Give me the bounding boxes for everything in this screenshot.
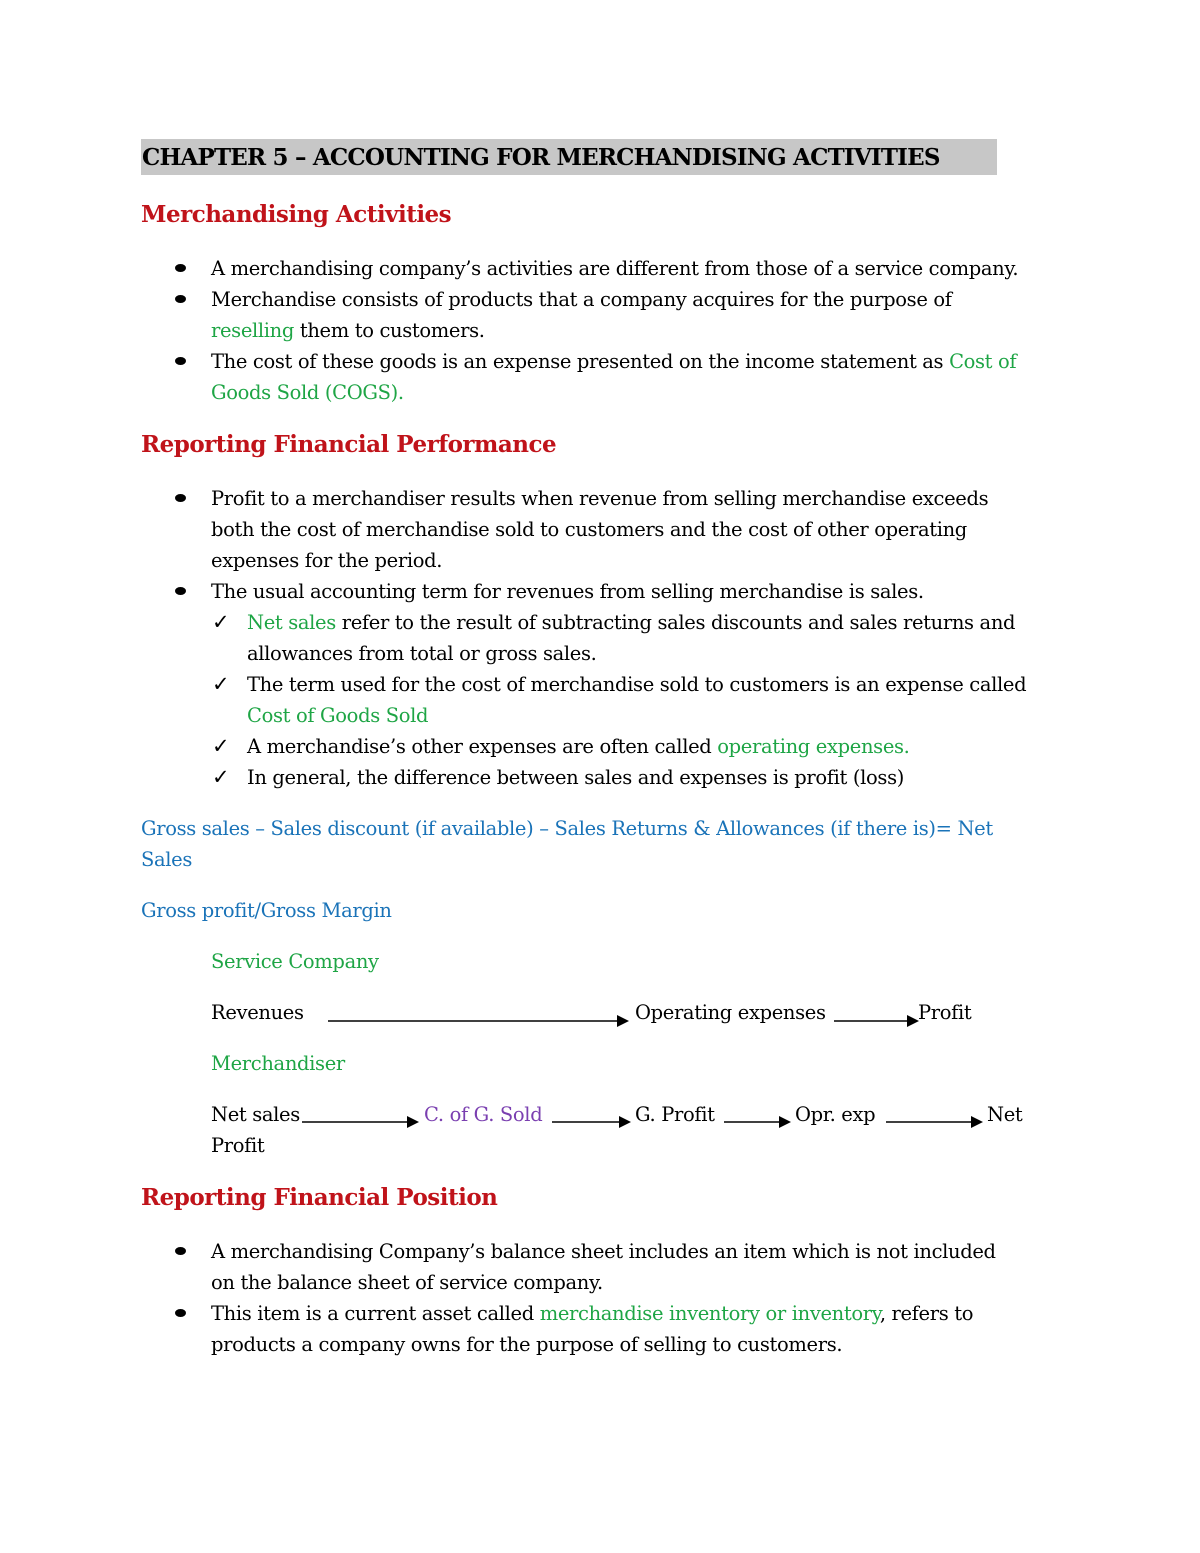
checkmark-icon: ✓ xyxy=(212,734,230,758)
flow-gross-profit: G. Profit xyxy=(635,1103,715,1126)
heading-reporting-financial-position: Reporting Financial Position xyxy=(141,1184,498,1211)
net-sales-formula-line-1: Gross sales – Sales discount (if available) – Sales Returns & Allowances (if there is)= Net xyxy=(141,817,993,840)
arrow-head-icon xyxy=(971,1116,983,1128)
perf-bullet-1-line-3: expenses for the period. xyxy=(211,549,443,572)
highlight-cogs: Goods Sold (COGS). xyxy=(211,381,404,404)
flow-operating-exp: Opr. exp xyxy=(795,1103,876,1126)
flow-cogs: C. of G. Sold xyxy=(424,1103,543,1126)
highlight-merchandise-inventory: merchandise inventory or inventory xyxy=(539,1302,880,1325)
perf-check-4: In general, the difference between sales and expenses is profit (loss) xyxy=(247,766,904,789)
perf-bullet-1-line-2: both the cost of merchandise sold to customers and the cost of other operating xyxy=(211,518,967,541)
arrow-head-icon xyxy=(619,1116,631,1128)
perf-bullet-2: The usual accounting term for revenues from selling merchandise is sales. xyxy=(211,580,924,603)
flow-net: Net xyxy=(987,1103,1023,1126)
merch-bullet-3-line-1: The cost of these goods is an expense presented on the income statement as Cost of xyxy=(211,350,1017,373)
arrow-head-icon xyxy=(907,1015,919,1027)
perf-check-2-line-1: The term used for the cost of merchandise sold to customers is an expense called xyxy=(247,673,1027,696)
merch-bullet-1: A merchandising company’s activities are different from those of a service company. xyxy=(211,257,1019,280)
highlight-cost-of: Cost of xyxy=(949,350,1017,373)
arrow-head-icon xyxy=(407,1116,419,1128)
checkmark-icon: ✓ xyxy=(212,765,230,789)
merchandiser-label: Merchandiser xyxy=(211,1052,345,1075)
position-bullet-1-line-1: A merchandising Company’s balance sheet includes an item which is not included xyxy=(211,1240,996,1263)
position-bullet-2-line-2: products a company owns for the purpose of selling to customers. xyxy=(211,1333,843,1356)
arrow-head-icon xyxy=(617,1015,629,1027)
highlight-net-sales: Net sales xyxy=(247,611,336,634)
highlight-reselling: reselling xyxy=(211,319,295,342)
perf-check-1-line-1: Net sales refer to the result of subtracting sales discounts and sales returns and xyxy=(247,611,1016,634)
merch-bullet-2-line-2: reselling them to customers. xyxy=(211,319,485,342)
service-company-label: Service Company xyxy=(211,950,379,973)
bullet-icon xyxy=(175,1247,186,1255)
flow-net-profit: Profit xyxy=(211,1134,265,1157)
perf-check-1-line-2: allowances from total or gross sales. xyxy=(247,642,597,665)
perf-bullet-1-line-1: Profit to a merchandiser results when revenue from selling merchandise exceeds xyxy=(211,487,989,510)
highlight-cost-of-goods-sold: Cost of Goods Sold xyxy=(247,704,429,727)
highlight-operating-expenses: operating expenses. xyxy=(717,735,910,758)
bullet-icon xyxy=(175,1309,186,1317)
heading-merchandising-activities: Merchandising Activities xyxy=(141,201,452,228)
net-sales-formula-line-2: Sales xyxy=(141,848,193,871)
perf-check-3: A merchandise’s other expenses are often called operating expenses. xyxy=(247,735,910,758)
flow-revenues: Revenues xyxy=(211,1001,304,1024)
position-bullet-1-line-2: on the balance sheet of service company. xyxy=(211,1271,603,1294)
checkmark-icon: ✓ xyxy=(212,672,230,696)
gross-profit-label: Gross profit/Gross Margin xyxy=(141,899,392,922)
heading-reporting-financial-performance: Reporting Financial Performance xyxy=(141,431,557,458)
flow-profit: Profit xyxy=(918,1001,972,1024)
merch-bullet-2-line-1: Merchandise consists of products that a company acquires for the purpose of xyxy=(211,288,952,311)
checkmark-icon: ✓ xyxy=(212,610,230,634)
flow-operating-expenses: Operating expenses xyxy=(635,1001,826,1024)
position-bullet-2-line-1: This item is a current asset called merchandise inventory or inventory, refers to xyxy=(211,1302,974,1325)
flow-net-sales: Net sales xyxy=(211,1103,300,1126)
page-title: CHAPTER 5 – ACCOUNTING FOR MERCHANDISING ACTIVITIES xyxy=(141,139,997,175)
arrow-head-icon xyxy=(779,1116,791,1128)
